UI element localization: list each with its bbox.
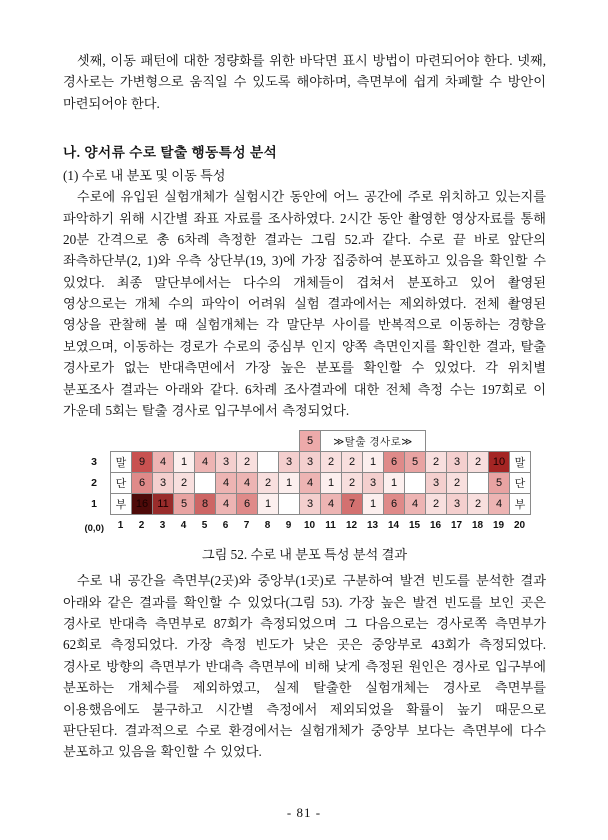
x-axis-label: 14 [387, 519, 400, 531]
heatmap-cell: 4 [215, 472, 237, 494]
figure-52 [63, 430, 546, 563]
heatmap-cell: 2 [341, 472, 363, 494]
x-axis-label: 4 [180, 519, 187, 531]
origin-label: (0,0) [84, 522, 104, 534]
right-end-label: 부 [509, 493, 531, 515]
heatmap-cell: 4 [299, 472, 321, 494]
heatmap-cell: 1 [173, 451, 195, 473]
left-end-label: 부 [110, 493, 132, 515]
section-heading: 나. 양서류 수로 탈출 행동특성 분석 [63, 145, 278, 161]
x-axis-label: 20 [513, 519, 526, 531]
x-axis-label: 10 [303, 519, 316, 531]
axis-spacer [63, 430, 110, 452]
paragraph-frequency: 수로 내 공간을 측면부(2곳)와 중앙부(1곳)로 구분하여 발견 빈도를 분석한 결과 아래와 같은 결과를 확인할 수 있었다(그림 53). 가장 높은 발견 빈도를 보인 곳은 경사로 반대측 측면부로 87회가 측정되었으며 그 다음으로는 경사로쪽 측면부가 62회로 측정되었다. 가장 측정 빈도가 낮은 곳은 중앙부로 43회가 측정되었다. 경사로 방향의 측면부가 반대측 측면부에 비해 낮게 측정된 원인은 경사로 입구부에 분포하는 개체수를 제외하였고, 실제 탈출한 실험개체는 경사로 측면부를 이용했음에도 불구하고 시간별 측정에서 제외되었을 확률이 높기 때문으로 판단된다. 결과적으로 수로 환경에서는 실험개체가 중앙부 보다는 측면부에 다수 분포하고 있음을 확인할 수 있었다. [63, 573, 546, 760]
heatmap-cell [467, 472, 489, 494]
x-axis-label: 2 [138, 519, 145, 531]
heatmap-cell [257, 451, 279, 473]
heatmap-cell: 3 [215, 451, 237, 473]
heatmap-cell: 3 [446, 493, 468, 515]
header-spacer [467, 430, 489, 452]
x-axis-label: 12 [345, 519, 358, 531]
header-spacer [110, 430, 132, 452]
x-axis-label: 19 [492, 519, 505, 531]
heatmap-cell: 3 [278, 451, 300, 473]
x-axis-row [63, 517, 546, 539]
heatmap-cell: 1 [383, 472, 405, 494]
heatmap-cell: 4 [488, 493, 510, 515]
x-axis-label: 5 [201, 519, 208, 531]
heatmap-cell: 3 [299, 451, 321, 473]
header-spacer [236, 430, 258, 452]
header-spacer [173, 430, 195, 452]
heatmap-cell [404, 472, 426, 494]
heatmap-cell: 6 [236, 493, 258, 515]
header-spacer [152, 430, 174, 452]
heatmap-cell [194, 472, 216, 494]
heatmap-cell: 1 [320, 472, 342, 494]
x-axis-label: 17 [450, 519, 463, 531]
x-axis-label: 6 [222, 519, 229, 531]
heatmap-cell: 3 [425, 472, 447, 494]
x-axis-label: 7 [243, 519, 250, 531]
heatmap-cell: 4 [320, 493, 342, 515]
heatmap-cell: 1 [257, 493, 279, 515]
heatmap-cell: 2 [341, 451, 363, 473]
subsection-heading: (1) 수로 내 분포 및 이동 특성 [63, 168, 226, 184]
heatmap-cell: 6 [383, 493, 405, 515]
header-spacer [488, 430, 510, 452]
heatmap-cell: 1 [362, 493, 384, 515]
heatmap-cell: 16 [131, 493, 153, 515]
heatmap-cell: 6 [131, 472, 153, 494]
page-number: - 81 - [286, 805, 322, 820]
heatmap-cell: 3 [299, 493, 321, 515]
heatmap-cell: 2 [467, 451, 489, 473]
heatmap-cell: 5 [173, 493, 195, 515]
heatmap-cell: 3 [362, 472, 384, 494]
x-axis-label: 3 [159, 519, 166, 531]
figure-caption: 그림 52. 수로 내 분포 특성 분석 결과 [201, 547, 408, 563]
x-axis-label: 15 [408, 519, 421, 531]
header-spacer [194, 430, 216, 452]
ramp-header-row [63, 430, 546, 452]
heatmap-cell: 8 [194, 493, 216, 515]
heatmap-cell: 11 [152, 493, 174, 515]
x-axis-label: 16 [429, 519, 442, 531]
heatmap-row [63, 472, 546, 494]
ramp-count-cell: 5 [299, 430, 321, 452]
right-end-label: 단 [509, 472, 531, 494]
heatmap-cell: 9 [131, 451, 153, 473]
x-axis-label: 9 [285, 519, 292, 531]
heatmap-cell: 2 [446, 472, 468, 494]
paragraph-intro: 셋째, 이동 패턴에 대한 정량화를 위한 바닥면 표시 방법이 마련되어야 한다. 넷째, 경사로는 가변형으로 움직일 수 있도록 해야하며, 측면부에 쉽게 차폐할 수 방안이 마련되어야 한다. [63, 53, 546, 111]
heatmap-grid [63, 430, 546, 539]
header-spacer [257, 430, 279, 452]
heatmap-cell: 4 [404, 493, 426, 515]
header-spacer [215, 430, 237, 452]
y-axis-label: 3 [91, 456, 97, 469]
y-axis-label: 1 [91, 498, 97, 511]
heatmap-cell: 2 [173, 472, 195, 494]
x-axis-label: 11 [325, 519, 336, 531]
left-end-label: 단 [110, 472, 132, 494]
heatmap-cell: 2 [257, 472, 279, 494]
paragraph-distribution: 수로에 유입된 실험개체가 실험시간 동안에 어느 공간에 주로 위치하고 있는지를 파악하기 위해 시간별 좌표 자료를 조사하였다. 2시간 동안 촬영한 영상자료를 통해 20분 간격으로 총 6차례 측정한 결과는 그림 52.과 같다. 수로 끝 바로 앞단의 좌측하단부(2, 1)와 우측 상단부(19, 3)에 가장 집중하여 분포하고 있음을 확인할 수 있었다. 최종 말단부에서는 다수의 개체들이 겹쳐서 분포하고 있어 촬영된 영상으로는 개체 수의 파악이 어려워 실험 결과에서는 제외하였다. 전체 촬영된 영상을 관찰해 볼 때 실험개체는 각 말단부 사이를 반복적으로 이동하는 경향을 보였으며, 이동하는 경로가 수로의 중심부 인지 양쪽 측면인지를 확인한 결과, 탈출 경사로가 없는 반대측면에서 가장 높은 분포를 확인할 수 있었다. 각 위치별 분포조사 결과는 아래와 같다. 6차례 조사결과에 대한 전체 측정 수는 197회로 이 가운데 5회는 탈출 경사로 입구부에서 측정되었다. [63, 189, 546, 418]
heatmap-cell: 4 [215, 493, 237, 515]
x-axis-label: 18 [471, 519, 484, 531]
x-axis-label: 8 [264, 519, 271, 531]
heatmap-cell: 4 [194, 451, 216, 473]
heatmap-cell: 2 [425, 493, 447, 515]
heatmap-cell: 6 [383, 451, 405, 473]
heatmap-cell: 1 [278, 472, 300, 494]
heatmap-cell: 4 [152, 451, 174, 473]
x-axis-label: 13 [366, 519, 379, 531]
right-end-label: 말 [509, 451, 531, 473]
x-axis-label: 1 [117, 519, 124, 531]
header-spacer [425, 430, 447, 452]
heatmap-cell: 5 [404, 451, 426, 473]
heatmap-cell: 3 [446, 451, 468, 473]
heatmap-cell: 10 [488, 451, 510, 473]
header-spacer [446, 430, 468, 452]
heatmap-cell: 2 [236, 451, 258, 473]
left-end-label: 말 [110, 451, 132, 473]
heatmap-row [63, 451, 546, 473]
header-spacer [278, 430, 300, 452]
ramp-direction-label: ≫탈출 경사로≫ [320, 430, 426, 452]
heatmap-cell: 2 [467, 493, 489, 515]
heatmap-cell: 1 [362, 451, 384, 473]
heatmap-cell: 5 [488, 472, 510, 494]
y-axis-label: 2 [91, 477, 97, 490]
heatmap-cell: 2 [425, 451, 447, 473]
heatmap-cell: 7 [341, 493, 363, 515]
heatmap-cell [278, 493, 300, 515]
heatmap-cell: 3 [152, 472, 174, 494]
heatmap-cell: 2 [320, 451, 342, 473]
header-spacer [131, 430, 153, 452]
heatmap-cell: 4 [236, 472, 258, 494]
header-spacer [509, 430, 531, 452]
heatmap-row [63, 493, 546, 515]
